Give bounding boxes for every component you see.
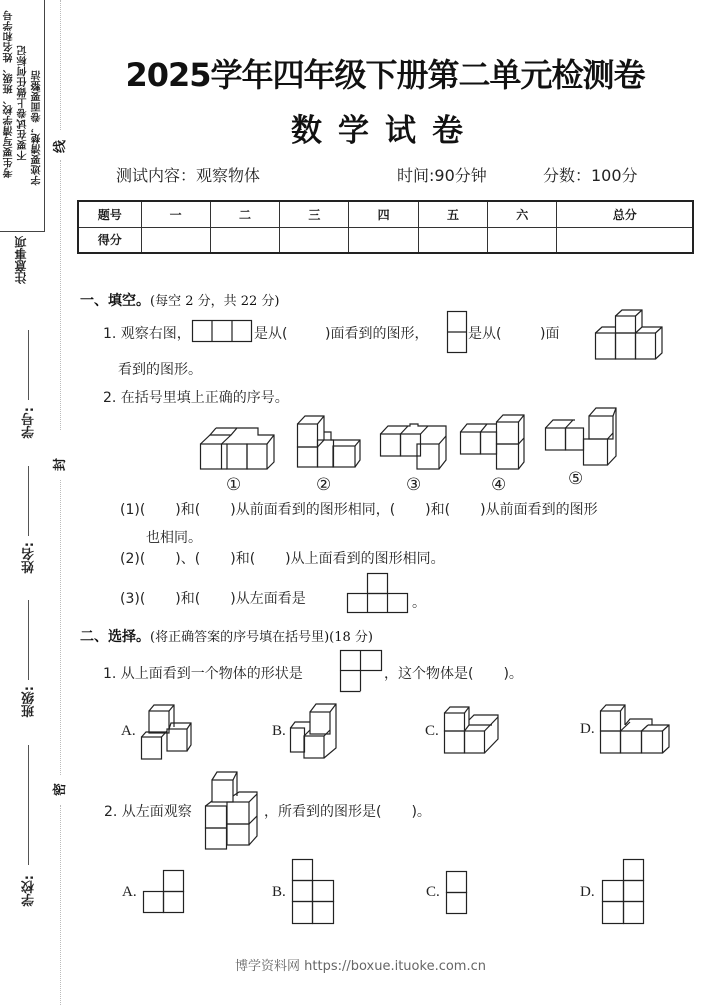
left-view-t-shape (347, 573, 409, 613)
notes-label: 注意事项 (14, 236, 28, 284)
test-time: 时间:90分钟 (397, 166, 487, 185)
score-cell[interactable] (488, 227, 557, 253)
cube-figure-1 (200, 422, 278, 470)
score-header-cell: 三 (280, 201, 349, 227)
side-view-two-squares (447, 311, 467, 353)
s1-sub3-a: (3)( (120, 591, 146, 607)
note-line-1: 考生要写清学校、班级、姓名和学号 (4, 10, 15, 178)
s2-q2-prefix: 2. 从左面观察 (104, 804, 192, 820)
s1-q2: 2. 在括号里填上正确的序号。 (103, 390, 289, 406)
s1-q1-mid3: 是从( (468, 326, 502, 342)
section2-note: (将正确答案的序号填在括号里)(18 分) (150, 630, 373, 645)
s1-sub1-e: )从前面看到的图形 (480, 502, 598, 518)
s2-q2-option-d-figure[interactable] (602, 859, 646, 925)
s2-q1-option-a-figure[interactable] (141, 701, 193, 761)
name-line[interactable] (28, 466, 29, 536)
s1-q1-end: )面 (540, 326, 560, 342)
class-line[interactable] (28, 600, 29, 680)
seal-char-feng: 封 (53, 457, 69, 472)
score-cell[interactable] (280, 227, 349, 253)
score-row-label: 得分 (78, 227, 141, 253)
score-cell[interactable] (557, 227, 693, 253)
student-id-label: 学号: (22, 407, 37, 439)
footer-watermark: 博学资料网 https://boxue.ituoke.com.cn (235, 959, 486, 974)
figure-label-3: ③ (406, 475, 422, 495)
figure-label-2: ② (316, 475, 332, 495)
score-header-cell: 总分 (557, 201, 693, 227)
figure-label-1: ① (226, 475, 242, 495)
school-label: 学校: (22, 875, 37, 907)
note-line-3: 字迹要清楚，卷面要整洁 (32, 70, 43, 186)
s2-q1-prefix: 1. 从上面看到一个物体的形状是 (103, 666, 303, 682)
score-table-score-row (78, 227, 693, 253)
s2-q2-end: )。 (411, 804, 431, 820)
score-header-cell: 题号 (78, 201, 141, 227)
s2-q1-suffix-text: ，这个物体是( (384, 666, 474, 682)
cube-figure-2 (297, 410, 369, 468)
s1-sub3-c: )从左面看是 (230, 591, 306, 607)
s1-q1-prefix: 1. 观察右图， (103, 326, 191, 342)
section2-title: 二、选择。 (80, 629, 150, 645)
front-view-three-squares (192, 320, 252, 342)
s1-sub2-a: (2)( (120, 551, 146, 567)
s2-q1-option-b-label[interactable]: B. (272, 723, 286, 739)
s1-sub3-line (120, 588, 306, 608)
s2-q2-suffix (264, 801, 431, 821)
s1-sub1-line (120, 499, 598, 519)
s2-q2-option-c-label[interactable]: C. (426, 884, 440, 900)
score-header-cell: 六 (488, 201, 557, 227)
score-cell[interactable] (141, 227, 210, 253)
figure-label-4: ④ (491, 475, 507, 495)
s1-q1-mid: 是从( (254, 326, 288, 342)
score-table-header-row (78, 201, 693, 227)
s2-q2-option-b-label[interactable]: B. (272, 884, 286, 900)
exam-title: 2025学年四年级下册第二单元检测卷 (125, 56, 645, 94)
s1-sub1-b: )和( (175, 502, 201, 518)
score-table (77, 200, 694, 254)
exam-subtitle: 数学试卷 (291, 113, 479, 149)
s1-sub1-c: )从前面看到的图形相同，( (230, 502, 396, 518)
s1-sub3-b: )和( (175, 591, 201, 607)
s2-q2-option-a-figure[interactable] (143, 870, 185, 914)
s1-sub2-c: )和( (230, 551, 256, 567)
s2-q2-option-a-label[interactable]: A. (122, 884, 137, 900)
test-score: 分数：100分 (543, 166, 638, 185)
s2-q1-option-a-label[interactable]: A. (121, 723, 136, 739)
s2-q2-option-d-label[interactable]: D. (580, 884, 595, 900)
score-cell[interactable] (349, 227, 418, 253)
s1-sub3-end: 。 (412, 595, 426, 611)
score-header-cell: 二 (210, 201, 279, 227)
figure-label-5: ⑤ (568, 469, 584, 489)
student-id-line[interactable] (28, 330, 29, 400)
cube-figure-4 (460, 414, 528, 470)
s2-q1-suffix (384, 663, 523, 683)
s2-q1-option-b-figure[interactable] (290, 700, 342, 760)
binding-margin (0, 0, 75, 1005)
seal-char-mi: 密 (53, 782, 69, 797)
score-cell[interactable] (418, 227, 487, 253)
score-cell[interactable] (210, 227, 279, 253)
s1-sub2-d: )从上面看到的图形相同。 (285, 551, 445, 567)
cut-line (60, 160, 61, 430)
s1-q1-continuation: 看到的图形。 (118, 362, 202, 378)
section1-title: 一、填空。 (80, 293, 150, 309)
s2-q2-option-c-figure[interactable] (446, 871, 468, 915)
school-line[interactable] (28, 745, 29, 865)
s2-q2-suffix-text: ，所看到的图形是( (264, 804, 382, 820)
section2-heading (80, 626, 373, 646)
score-header-cell: 四 (349, 201, 418, 227)
s2-q1-option-c-label[interactable]: C. (425, 723, 439, 739)
s1-sub2-b: )、( (175, 551, 201, 567)
test-content: 测试内容：观察物体 (116, 166, 261, 185)
note-line-2: 不要在试卷上做任何标记 (18, 45, 29, 161)
top-view-l-shape (340, 650, 382, 692)
s1-sub1-cont: 也相同。 (146, 530, 202, 546)
s2-q2-cube-figure (205, 768, 263, 850)
score-header-cell: 一 (141, 201, 210, 227)
cube-figure-t-shape (595, 310, 665, 360)
cube-figure-5 (545, 406, 617, 466)
cube-figure-3 (380, 422, 452, 470)
notes-box (0, 0, 45, 232)
seal-char-xian: 线 (53, 139, 69, 154)
s2-q1-option-c-figure[interactable] (444, 703, 502, 755)
cut-line (60, 480, 61, 775)
cut-line (60, 805, 61, 1005)
s2-q1-end: )。 (503, 666, 523, 682)
cut-line (60, 0, 61, 130)
s2-q1-option-d-label[interactable]: D. (580, 721, 595, 737)
section1-note: (每空 2 分，共 22 分) (150, 294, 280, 309)
s1-sub1-d: )和( (425, 502, 451, 518)
s1-q1-mid2: )面看到的图形， (325, 326, 429, 342)
score-header-cell: 五 (418, 201, 487, 227)
section1-heading (80, 290, 280, 310)
s1-sub2-line (120, 548, 445, 568)
s2-q1-option-d-figure[interactable] (600, 703, 672, 755)
s2-q2-option-b-figure[interactable] (292, 859, 336, 925)
name-label: 姓名: (22, 542, 37, 574)
s1-sub1-a: (1)( (120, 502, 146, 518)
class-label: 班级: (22, 686, 37, 718)
